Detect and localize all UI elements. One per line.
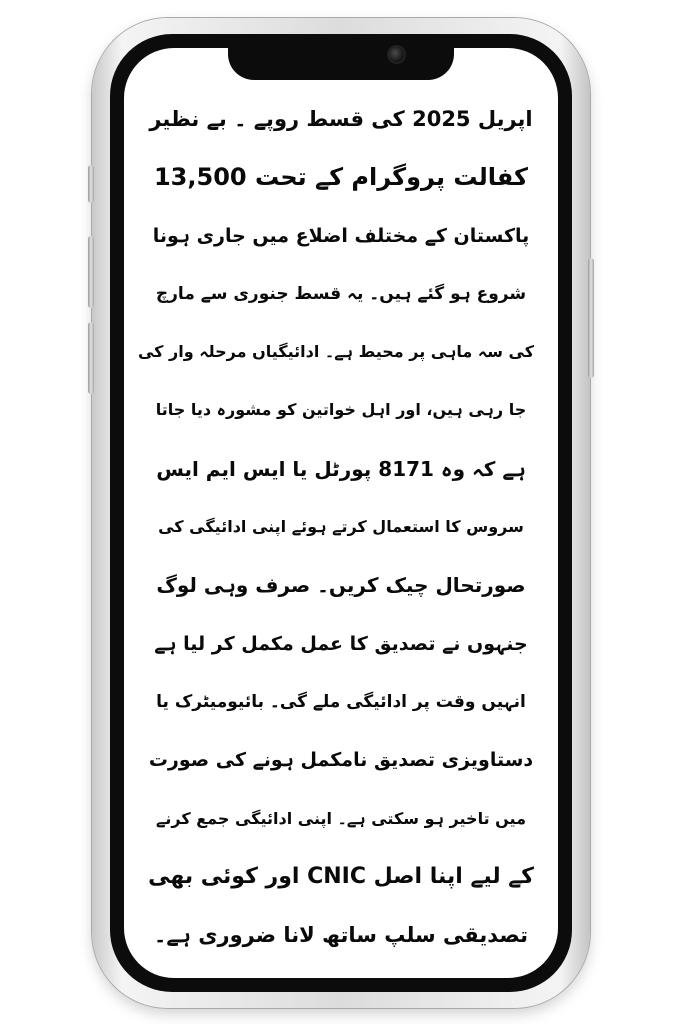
article-line: انہیں وقت پر ادائیگی ملے گی۔ بائیومیٹرک یا <box>156 691 526 712</box>
article-line: میں تاخیر ہو سکتی ہے۔ اپنی ادائیگی جمع کرنے <box>156 808 526 828</box>
article-line: پاکستان کے مختلف اضلاع میں جاری ہونا <box>152 224 530 247</box>
article-line: تصدیقی سلپ ساتھ لانا ضروری ہے۔ <box>154 923 528 948</box>
volume-down-button <box>88 322 94 394</box>
article-line: کفالت پروگرام کے تحت 13,500 <box>153 163 528 192</box>
article-line: شروع ہو گئے ہیں۔ یہ قسط جنوری سے مارچ <box>155 283 527 304</box>
power-button <box>588 258 594 378</box>
article-line: جنہوں نے تصدیق کا عمل مکمل کر لیا ہے <box>154 632 528 655</box>
article-line: جا رہی ہیں، اور اہل خواتین کو مشورہ دیا جاتا <box>155 400 527 420</box>
article-line: دستاویزی تصدیق نامکمل ہونے کی صورت <box>148 749 534 772</box>
phone-notch <box>228 34 454 80</box>
volume-up-button <box>88 236 94 308</box>
article-line: کی سہ ماہی پر محیط ہے۔ ادائیگیاں مرحلہ وار کی <box>137 342 534 362</box>
article-text <box>124 90 558 970</box>
article-line: ہے کہ وہ 8171 پورٹل یا ایس ایم ایس <box>156 456 526 481</box>
article-line: سروس کا استعمال کرتے ہوئے اپنی ادائیگی کی <box>158 517 524 537</box>
article-line: کے لیے اپنا اصل CNIC اور کوئی بھی <box>148 863 534 889</box>
camera-icon <box>389 47 404 62</box>
article-line: صورتحال چیک کریں۔ صرف وہی لوگ <box>156 573 526 598</box>
mute-switch <box>88 165 94 203</box>
article-line: اپریل 2025 کی قسط روپے ۔ بے نظیر <box>149 107 533 131</box>
